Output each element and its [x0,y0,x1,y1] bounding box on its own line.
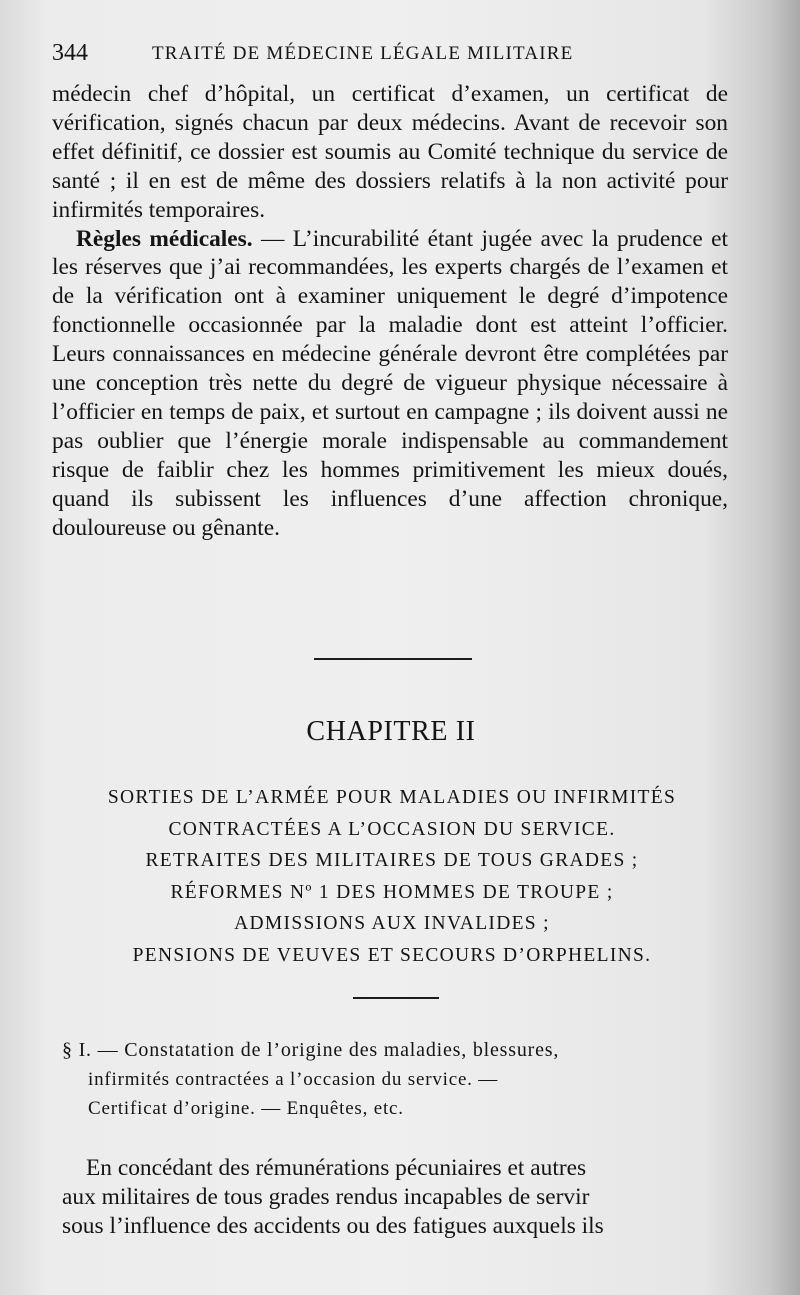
page-number: 344 [52,40,88,66]
divider-rule [314,658,472,660]
page-header [52,40,732,72]
section-heading-line: Certificat d’origine. — Enquêtes, etc. [88,1098,404,1119]
chapter-subtitle-line: SORTIES DE L’ARMÉE POUR MALADIES OU INFIRMITÉS [107,787,677,808]
paragraph-2 [52,225,728,543]
divider-rule [353,997,439,999]
chapter-title: CHAPITRE II [306,716,476,747]
section-heading-line: infirmités contractées a l’occasion du service. — [88,1069,499,1090]
paragraph-2-lead: Règles médicales. [76,225,253,252]
paragraph-1: médecin chef d’hôpital, un certificat d’examen, un certificat de vérification, signés chacun par deux médecins. Avant de recevoir son effet définitif, ce dossier est soumis au Comité technique du service de santé ; il en est de même des dossiers relatifs à la non activité pour infirmités temporaires. [52,81,728,223]
text-line: sous l’influence des accidents ou des fatigues auxquels ils [62,1213,604,1239]
chapter-subtitle-line: ADMISSIONS AUX INVALIDES ; [234,913,550,934]
chapter-subtitle-line: PENSIONS DE VEUVES ET SECOURS D’ORPHELINS. [132,944,652,966]
chapter-subtitle [56,782,728,971]
text-line: aux militaires de tous grades rendus incapables de servir [62,1184,590,1210]
chapter-subtitle-line: RETRAITES DES MILITAIRES DE TOUS GRADES ; [145,850,639,871]
text-line: En concédant des rémunérations pécuniaires et autres [86,1155,587,1181]
body-text [52,80,728,543]
paragraph-2-text: — L’incurabilité étant jugée avec la prudence et les réserves que j’ai recommandées, les experts chargés de l’examen et de la vérification ont à examiner uniquement le degré d’impotence fonctionnelle occasionnée par la maladie dont est atteint l’officier. Leurs connaissances en médecine générale devront être complétées par une conception très nette du degré de vigueur physique nécessaire à l’officier en temps de paix, et surtout en campagne ; ils doivent aussi ne pas oublier que l’énergie morale indispensable au commandement risque de faiblir chez les hommes primitivement les mieux doués, quand ils subissent les influences d’une affection chronique, douloureuse ou gênante. [52,225,728,541]
chapter-subtitle-line: RÉFORMES Nº 1 DES HOMMES DE TROUPE ; [170,881,614,903]
final-paragraph [62,1154,728,1241]
running-title: TRAITÉ DE MÉDECINE LÉGALE MILITAIRE [152,43,574,64]
chapter-subtitle-line: CONTRACTÉES A L’OCCASION DU SERVICE. [168,818,616,840]
section-heading [62,1036,730,1123]
section-heading-line: § I. — Constatation de l’origine des maladies, blessures, [62,1039,560,1061]
